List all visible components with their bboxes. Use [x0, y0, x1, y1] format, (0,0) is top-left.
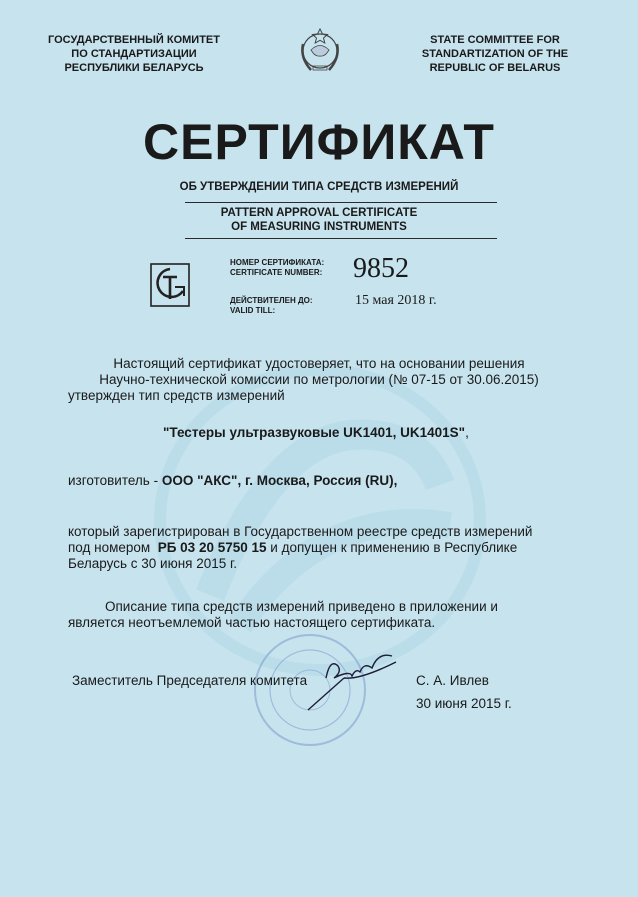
page-title: СЕРТИФИКАТ: [143, 114, 495, 170]
handwritten-signature-icon: [300, 648, 410, 718]
cert-number-label: НОМЕР СЕРТИФИКАТА: CERTIFICATE NUMBER:: [230, 258, 325, 277]
paragraph-appendix: Описание типа средств измерений приведено в приложении и является неотъемлемой частью настоящего сертификата.: [68, 599, 498, 630]
registry-number: РБ 03 20 5750 15: [157, 540, 267, 555]
cert-number: 9852: [353, 253, 409, 284]
valid-till-label: ДЕЙСТВИТЕЛЕН ДО: VALID TILL:: [230, 296, 313, 315]
paragraph-registry: который зарегистрирован в Государственном реестре средств измерений под номером РБ 03 20 5750 15 и допущен к применению в Республике Беларусь с 30 июня 2015 г.: [68, 524, 533, 571]
valid-till-date: 15 мая 2018 г.: [355, 293, 437, 308]
subtitle-ru: ОБ УТВЕРЖДЕНИИ ТИПА СРЕДСТВ ИЗМЕРЕНИЙ: [179, 181, 459, 193]
standardization-logo-icon: [150, 263, 190, 307]
signature-date: 30 июня 2015 г.: [416, 696, 512, 711]
header-right-en: STATE COMMITTEE FOR STANDARTIZATION OF THE REPUBLIC OF BELARUS: [421, 34, 569, 74]
product-name: "Тестеры ультразвуковые UK1401, UK1401S",: [163, 425, 469, 440]
paragraph-basis: Настоящий сертификат удостоверяет, что на основании решения Научно-технической комиссии по метрологии (№ 07-15 от 30.06.2015) утвержден тип средств измерений: [68, 356, 539, 403]
manufacturer: изготовитель - ООО "АКС", г. Москва, Россия (RU),: [68, 473, 398, 488]
subtitle-en: PATTERN APPROVAL CERTIFICATE OF MEASURING INSTRUMENTS: [220, 207, 418, 233]
divider: [185, 202, 497, 203]
divider: [185, 238, 497, 239]
signer-name: С. А. Ивлев: [416, 673, 489, 688]
signer-position: Заместитель Председателя комитета: [72, 673, 308, 688]
header-left-ru: ГОСУДАРСТВЕННЫЙ КОМИТЕТ ПО СТАНДАРТИЗАЦИИ РЕСПУБЛИКИ БЕЛАРУСЬ: [48, 34, 220, 74]
belarus-emblem-icon: [297, 26, 343, 76]
